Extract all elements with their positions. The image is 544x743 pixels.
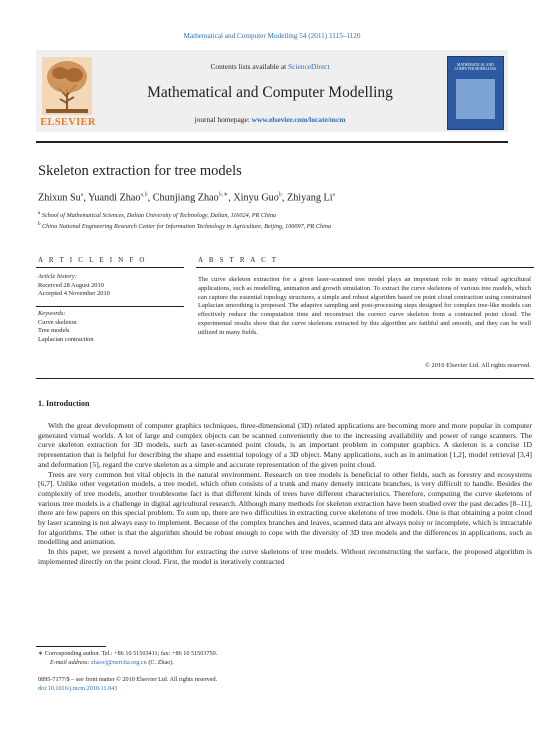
- cover-title: MATHEMATICAL AND COMPUTER MODELLING: [454, 63, 497, 71]
- abstract-heading: A B S T R A C T: [198, 256, 279, 264]
- paragraph: In this paper, we present a novel algorithm for extracting the curve skeletons of tree models. Without reconstructing the surface, the proposed algorithm is implemented directly on the point cloud. First, the model is iteratively contracted: [38, 547, 532, 566]
- email-link[interactable]: zhaocj@nercita.org.cn: [91, 658, 147, 666]
- journal-cover-thumbnail: [447, 56, 504, 130]
- cover-graphic: [456, 79, 495, 119]
- abstract-rule: [196, 267, 534, 268]
- section-heading-introduction: 1. Introduction: [38, 399, 90, 408]
- author-name: Yuandi Zhao: [88, 192, 141, 204]
- contents-line: Contents lists available at ScienceDirect: [210, 62, 330, 71]
- author-affil-marker[interactable]: b,∗: [218, 192, 229, 198]
- abstract-text: The curve skeleton extraction for a given laser-scanned tree model plays an important role in many virtual agricultural applications, such as modelling, animation and growth simulation. To extract the curve skeletons of various tree models, which can capture the essential topology structures, a simple and robust algorithm based on point cloud contraction using constrained Laplacian smoothing is proposed. The adaptive sampling and post-processing steps designed for complex tree-like models can effectively reduce the computation time and reconstruct the correct curve skeleton from a contracted point cloud. The experimental results show that the curve skeletons extracted by this algorithm are faithful and smooth, and they can be well utilized in many fields.: [198, 276, 531, 336]
- doi-link[interactable]: doi:10.1016/j.mcm.2010.11.043: [38, 685, 118, 692]
- article-title: Skeleton extraction for tree models: [38, 163, 242, 179]
- corresponding-footnote: ∗ Corresponding author. Tel.: +86 10 51503411; fax: +86 10 51503750. E-mail address: zhaocj@nercita.org.cn (C. Zhao).: [38, 650, 218, 666]
- abstract-copyright: © 2010 Elsevier Ltd. All rights reserved.: [424, 362, 531, 369]
- introduction-body: [38, 421, 532, 567]
- sciencedirect-link[interactable]: ScienceDirect: [288, 62, 330, 71]
- issn-line: 0895-7177/$ – see front matter © 2010 Elsevier Ltd. All rights reserved.: [38, 676, 218, 683]
- keywords-block: Keywords: Curve skeleton Tree models Laplacian contraction: [38, 310, 188, 344]
- paragraph: Trees are very common but vital objects in the natural environment. Research on tree models is beneficial to other fields, such as forestry and ecosystems [6,7]. Unlike other vegetation models, a tree model, which often consists of a trunk and many densely intricate branches, is very difficult to handle. Besides the complexity of tree models, another troublesome fact is that different kinds of trees have different characteristics. Therefore, computing the curve skeletons of various tree models is a challenge in digital agricultural research. Although many methods for skeleton extraction have been studied over the past decades [8–11], there are few papers on this special problem. To sum up, there are two difficulties in extracting curve skeletons of tree models. One is that obtaining a point cloud by laser scanning is not always easy to implement. Because of the complex branches and leaves, scanned data are always noisy or incomplete, which is intractable for algorithms. The other is that the algorithm should be robust enough to cope with the diversity of 3D tree models and the differences in applications, such as modelling and animation.: [38, 469, 532, 547]
- author-name: Chunjiang Zhao: [152, 192, 219, 204]
- keyword: Tree models: [38, 327, 70, 335]
- author-list: Zhixun Su$^a$, Yuandi Zhao$^{a,b}$, Chunjiang Zhao$^{b,∗}$, Xinyu Guo$^b$, Zhiyang Li$^a$: [38, 192, 336, 204]
- affiliation-a: $^a$ School of Mathematical Sciences, Dalian University of Technology, Dalian, 116024, PR China: [38, 211, 277, 220]
- journal-name: Mathematical and Computer Modelling: [147, 84, 393, 101]
- paragraph: With the great development of computer graphics techniques, three-dimensional (3D) related applications are becoming more and more popular in computer generated virtual worlds. A lot of large and complex objects can be scanned conveniently due to the increasing availability and power of range scanners. The curve skeleton extraction for 3D models, such as laser-scanned point clouds, is an important problem in computer graphics. A skeleton is a concise 1D representation that is helpful for describing the shape and essential topology of a 3D object. Many applications, such as in animation [1,2], model retrieval [3,4] and deformation [5], regard the curve skeleton as a simple and accurate representation of the given point cloud.: [38, 421, 532, 469]
- affiliation-b: $^b$ China National Engineering Research Center for Information Technology in Agriculture, Beijing, 100097, PR China: [38, 222, 332, 231]
- keyword: Laplacian contraction: [38, 335, 94, 343]
- header-rule: [36, 141, 508, 143]
- journal-homepage-line: journal homepage: www.elsevier.com/locate/mcm: [194, 115, 346, 124]
- elsevier-wordmark: ELSEVIER: [40, 117, 96, 128]
- article-info-heading: A R T I C L E I N F O: [38, 256, 147, 264]
- keywords-rule: [36, 306, 184, 307]
- article-info-rule: [36, 267, 184, 268]
- journal-reference[interactable]: Mathematical and Computer Modelling 54 (2011) 1115–1120: [183, 32, 361, 40]
- author-affil-marker[interactable]: a: [80, 192, 84, 198]
- homepage-link[interactable]: www.elsevier.com/locate/mcm: [251, 115, 346, 124]
- footnote-rule: [36, 646, 106, 647]
- author-name: Zhiyang Li: [286, 192, 333, 204]
- abstract-bottom-rule: [36, 378, 534, 379]
- author-name: Zhixun Su: [38, 192, 81, 204]
- author-name: Xinyu Guo: [233, 192, 279, 204]
- author-affil-marker[interactable]: b: [278, 192, 282, 198]
- author-affil-marker[interactable]: a: [332, 192, 336, 198]
- author-affil-marker[interactable]: a,b: [140, 192, 148, 198]
- keyword: Curve skeleton: [38, 318, 77, 326]
- article-history: Article history: Received 28 August 2010 Accepted 4 November 2010: [38, 273, 110, 298]
